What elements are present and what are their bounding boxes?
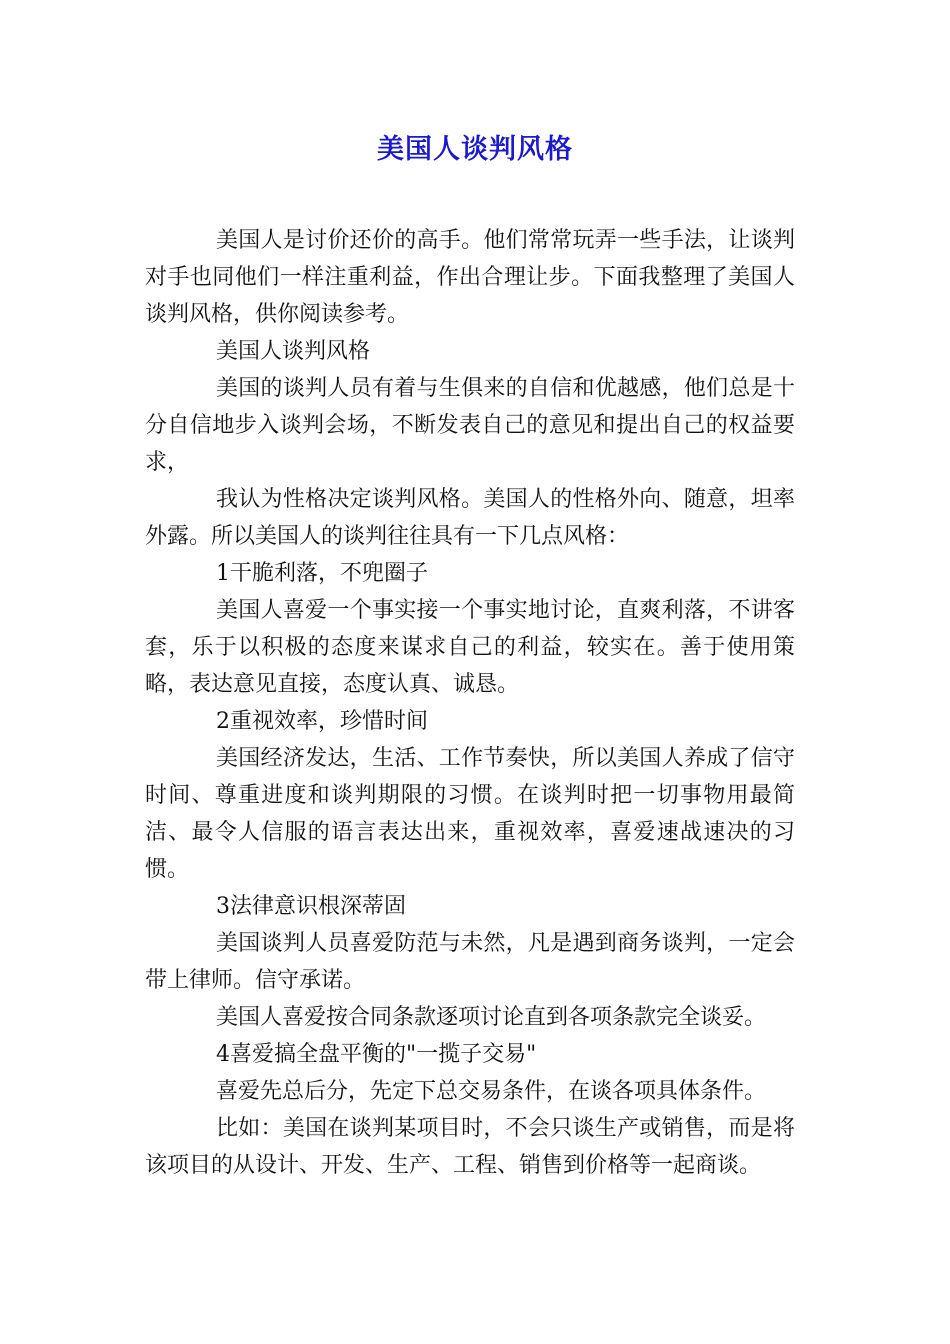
point-heading-2: 2重视效率，珍惜时间 <box>216 709 428 734</box>
section-heading: 美国人谈判风格 <box>216 339 371 364</box>
paragraph: 美国经济发达，生活、工作节奏快，所以美国人养成了信守时间、尊重进度和谈判期限的习惯。在谈判时把一切事物用最简洁、最令人信服的语言表达出来，重视效率，喜爱速战速决的习惯。 <box>145 746 795 882</box>
paragraph: 美国的谈判人员有着与生俱来的自信和优越感，他们总是十分自信地步入谈判会场，不断发表自己的意见和提出自己的权益要求， <box>145 376 795 475</box>
paragraph: 比如：美国在谈判某项目时，不会只谈生产或销售，而是将该项目的从设计、开发、生产、工程、销售到价格等一起商谈。 <box>145 1116 795 1178</box>
paragraph: 喜爱先总后分，先定下总交易条件，在谈各项具体条件。 <box>216 1079 767 1104</box>
paragraph: 我认为性格决定谈判风格。美国人的性格外向、随意，坦率外露。所以美国人的谈判往往具有一下几点风格： <box>145 487 795 549</box>
point-heading-3: 3法律意识根深蒂固 <box>216 894 406 919</box>
paragraph: 美国谈判人员喜爱防范与未然，凡是遇到商务谈判，一定会带上律师。信守承诺。 <box>145 931 795 993</box>
point-heading-1: 1干脆利落，不兜圈子 <box>216 561 428 586</box>
document-body <box>145 222 795 1184</box>
paragraph-intro: 美国人是讨价还价的高手。他们常常玩弄一些手法，让谈判对手也同他们一样注重利益，作出合理让步。下面我整理了美国人谈判风格，供你阅读参考。 <box>145 228 795 327</box>
paragraph: 美国人喜爱按合同条款逐项讨论直到各项条款完全谈妥。 <box>216 1005 767 1030</box>
paragraph: 美国人喜爱一个事实接一个事实地讨论，直爽利落，不讲客套，乐于以积极的态度来谋求自己的利益，较实在。善于使用策略，表达意见直接，态度认真、诚恳。 <box>145 598 795 697</box>
point-heading-4: 4喜爱搞全盘平衡的"一揽子交易" <box>216 1042 537 1067</box>
document-title: 美国人谈判风格 <box>377 134 573 165</box>
